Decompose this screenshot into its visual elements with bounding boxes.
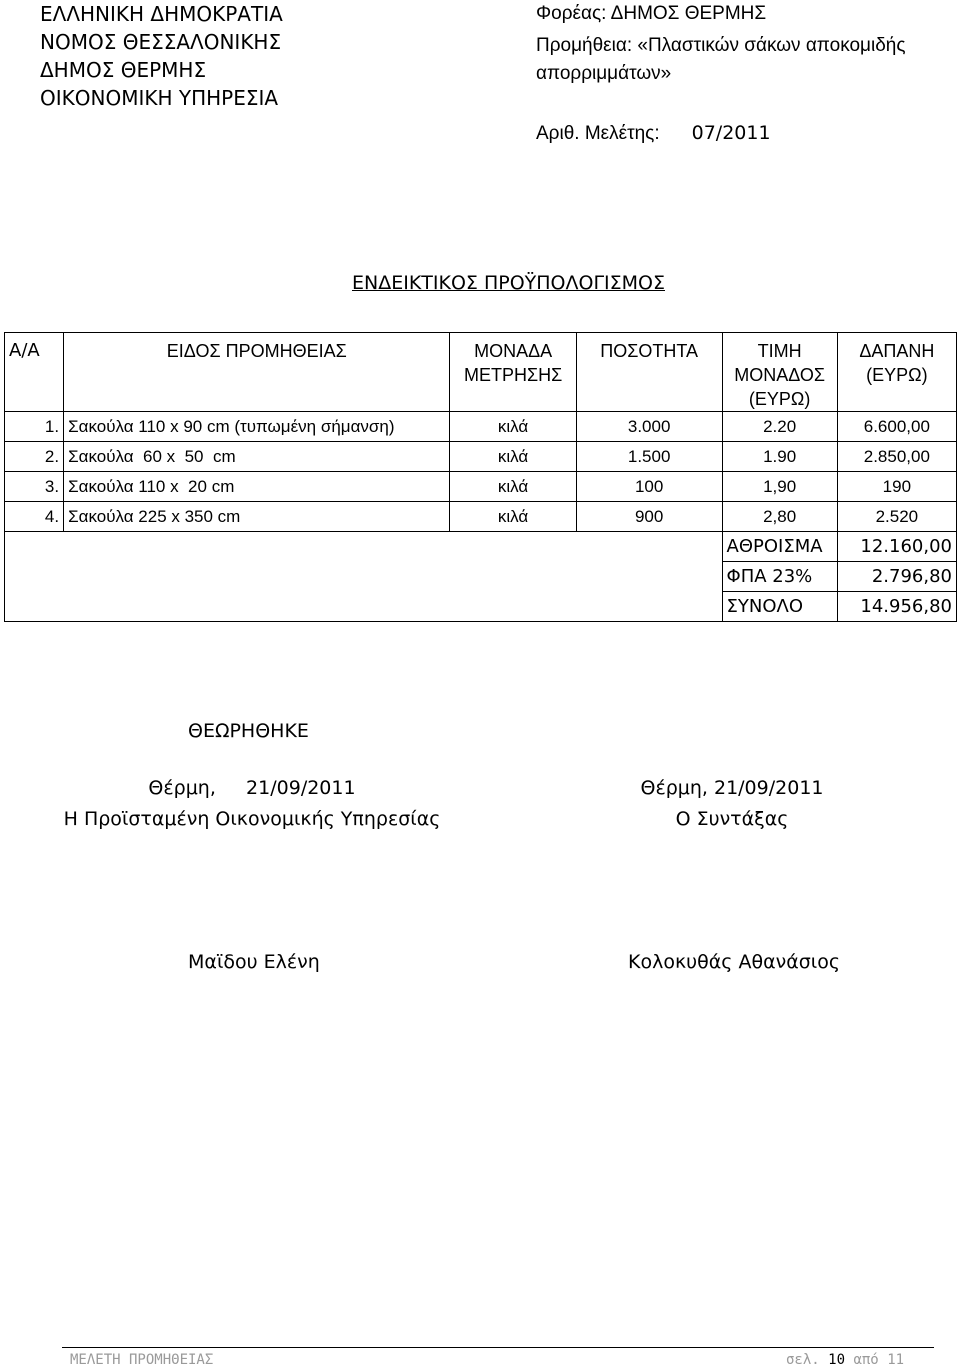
cell-price: 2,80 <box>722 502 837 532</box>
cell-unit: κιλά <box>450 472 576 502</box>
cell-item: Σακούλα 60 x 50 cm <box>64 442 450 472</box>
cell-cost: 6.600,00 <box>837 412 956 442</box>
cell-qty: 900 <box>576 502 722 532</box>
totals-spacer <box>5 532 723 622</box>
right-name: Κολοκυθάς Αθανάσιος <box>628 951 841 973</box>
header-item: ΕΙΔΟΣ ΠΡΟΜΗΘΕΙΑΣ <box>64 333 450 412</box>
cell-aa: 1. <box>5 412 64 442</box>
approval-heading: ΘΕΩΡΗΘΗΚΕ <box>188 720 309 742</box>
procurement-line: απορριμμάτων» <box>536 63 672 84</box>
right-role: Ο Συντάξας <box>675 808 789 830</box>
header-qty: ΠΟΣΟΤΗΤΑ <box>576 333 722 412</box>
cell-aa: 3. <box>5 472 64 502</box>
header-aa: Α/Α <box>5 333 64 412</box>
right-signatory <box>484 774 960 833</box>
footer-divider <box>62 1347 934 1348</box>
cell-price: 1,90 <box>722 472 837 502</box>
left-signatory <box>0 774 504 833</box>
footer-title: ΜΕΛΕΤΗ ΠΡΟΜΗΘΕΙΑΣ <box>70 1352 214 1368</box>
table-row <box>5 442 957 472</box>
issuer-line: ΝΟΜΟΣ ΘΕΣΣΑΛΟΝΙΚΗΣ <box>40 30 282 54</box>
cell-qty: 1.500 <box>576 442 722 472</box>
cell-unit: κιλά <box>450 442 576 472</box>
right-place-date: Θέρμη, 21/09/2011 <box>640 777 824 799</box>
cell-item: Σακούλα 225 x 350 cm <box>64 502 450 532</box>
study-number-line <box>536 119 906 148</box>
cell-item: Σακούλα 110 x 90 cm (τυπωμένη σήμανση) <box>64 412 450 442</box>
vat-label: ΦΠΑ 23% <box>722 562 837 592</box>
table-row <box>5 502 957 532</box>
cell-unit: κιλά <box>450 502 576 532</box>
cell-price: 2.20 <box>722 412 837 442</box>
cell-cost: 2.850,00 <box>837 442 956 472</box>
page-indicator: σελ. 10 από 11 <box>786 1352 905 1368</box>
cell-qty: 100 <box>576 472 722 502</box>
header-price: ΤΙΜΗ ΜΟΝΑΔΟΣ (ΕΥΡΩ) <box>722 333 837 412</box>
total-label: ΑΘΡΟΙΣΜΑ <box>722 532 837 562</box>
study-number: 07/2011 <box>691 122 771 144</box>
header-unit: ΜΟΝΑΔΑ ΜΕΤΡΗΣΗΣ <box>450 333 576 412</box>
cell-item: Σακούλα 110 x 20 cm <box>64 472 450 502</box>
table-header-row <box>5 333 957 412</box>
grand-total-value: 14.956,80 <box>837 592 956 622</box>
study-label: Αριθ. Μελέτης: <box>536 123 660 144</box>
cell-cost: 2.520 <box>837 502 956 532</box>
table-row <box>5 472 957 502</box>
issuer-block <box>40 0 283 112</box>
table-row <box>5 412 957 442</box>
issuer-line: ΔΗΜΟΣ ΘΕΡΜΗΣ <box>40 58 207 82</box>
page-current: 10 <box>828 1352 846 1368</box>
cell-price: 1.90 <box>722 442 837 472</box>
left-role: Η Προϊσταμένη Οικονομικής Υπηρεσίας <box>63 808 441 830</box>
vat-value: 2.796,80 <box>837 562 956 592</box>
left-place-date: Θέρμη, 21/09/2011 <box>148 777 356 799</box>
grand-total-label: ΣΥΝΟΛΟ <box>722 592 837 622</box>
project-info <box>536 0 906 148</box>
issuer-line: ΟΙΚΟΝΟΜΙΚΗ ΥΠΗΡΕΣΙΑ <box>40 86 279 110</box>
left-name: Μαϊδου Ελένη <box>188 951 320 973</box>
procurement-line: Προμήθεια: «Πλαστικών σάκων αποκομιδής <box>536 35 906 56</box>
budget-table <box>4 332 957 622</box>
agency-line: Φορέας: ΔΗΜΟΣ ΘΕΡΜΗΣ <box>536 3 767 24</box>
cell-aa: 4. <box>5 502 64 532</box>
cell-cost: 190 <box>837 472 956 502</box>
header-cost: ΔΑΠΑΝΗ (ΕΥΡΩ) <box>837 333 956 412</box>
total-row <box>5 532 957 562</box>
cell-qty: 3.000 <box>576 412 722 442</box>
issuer-line: ΕΛΛΗΝΙΚΗ ΔΗΜΟΚΡΑΤΙΑ <box>40 2 283 26</box>
cell-unit: κιλά <box>450 412 576 442</box>
cell-aa: 2. <box>5 442 64 472</box>
page-title: ΕΝΔΕΙΚΤΙΚΟΣ ΠΡΟΫΠΟΛΟΓΙΣΜΟΣ <box>352 272 665 294</box>
total-value: 12.160,00 <box>837 532 956 562</box>
